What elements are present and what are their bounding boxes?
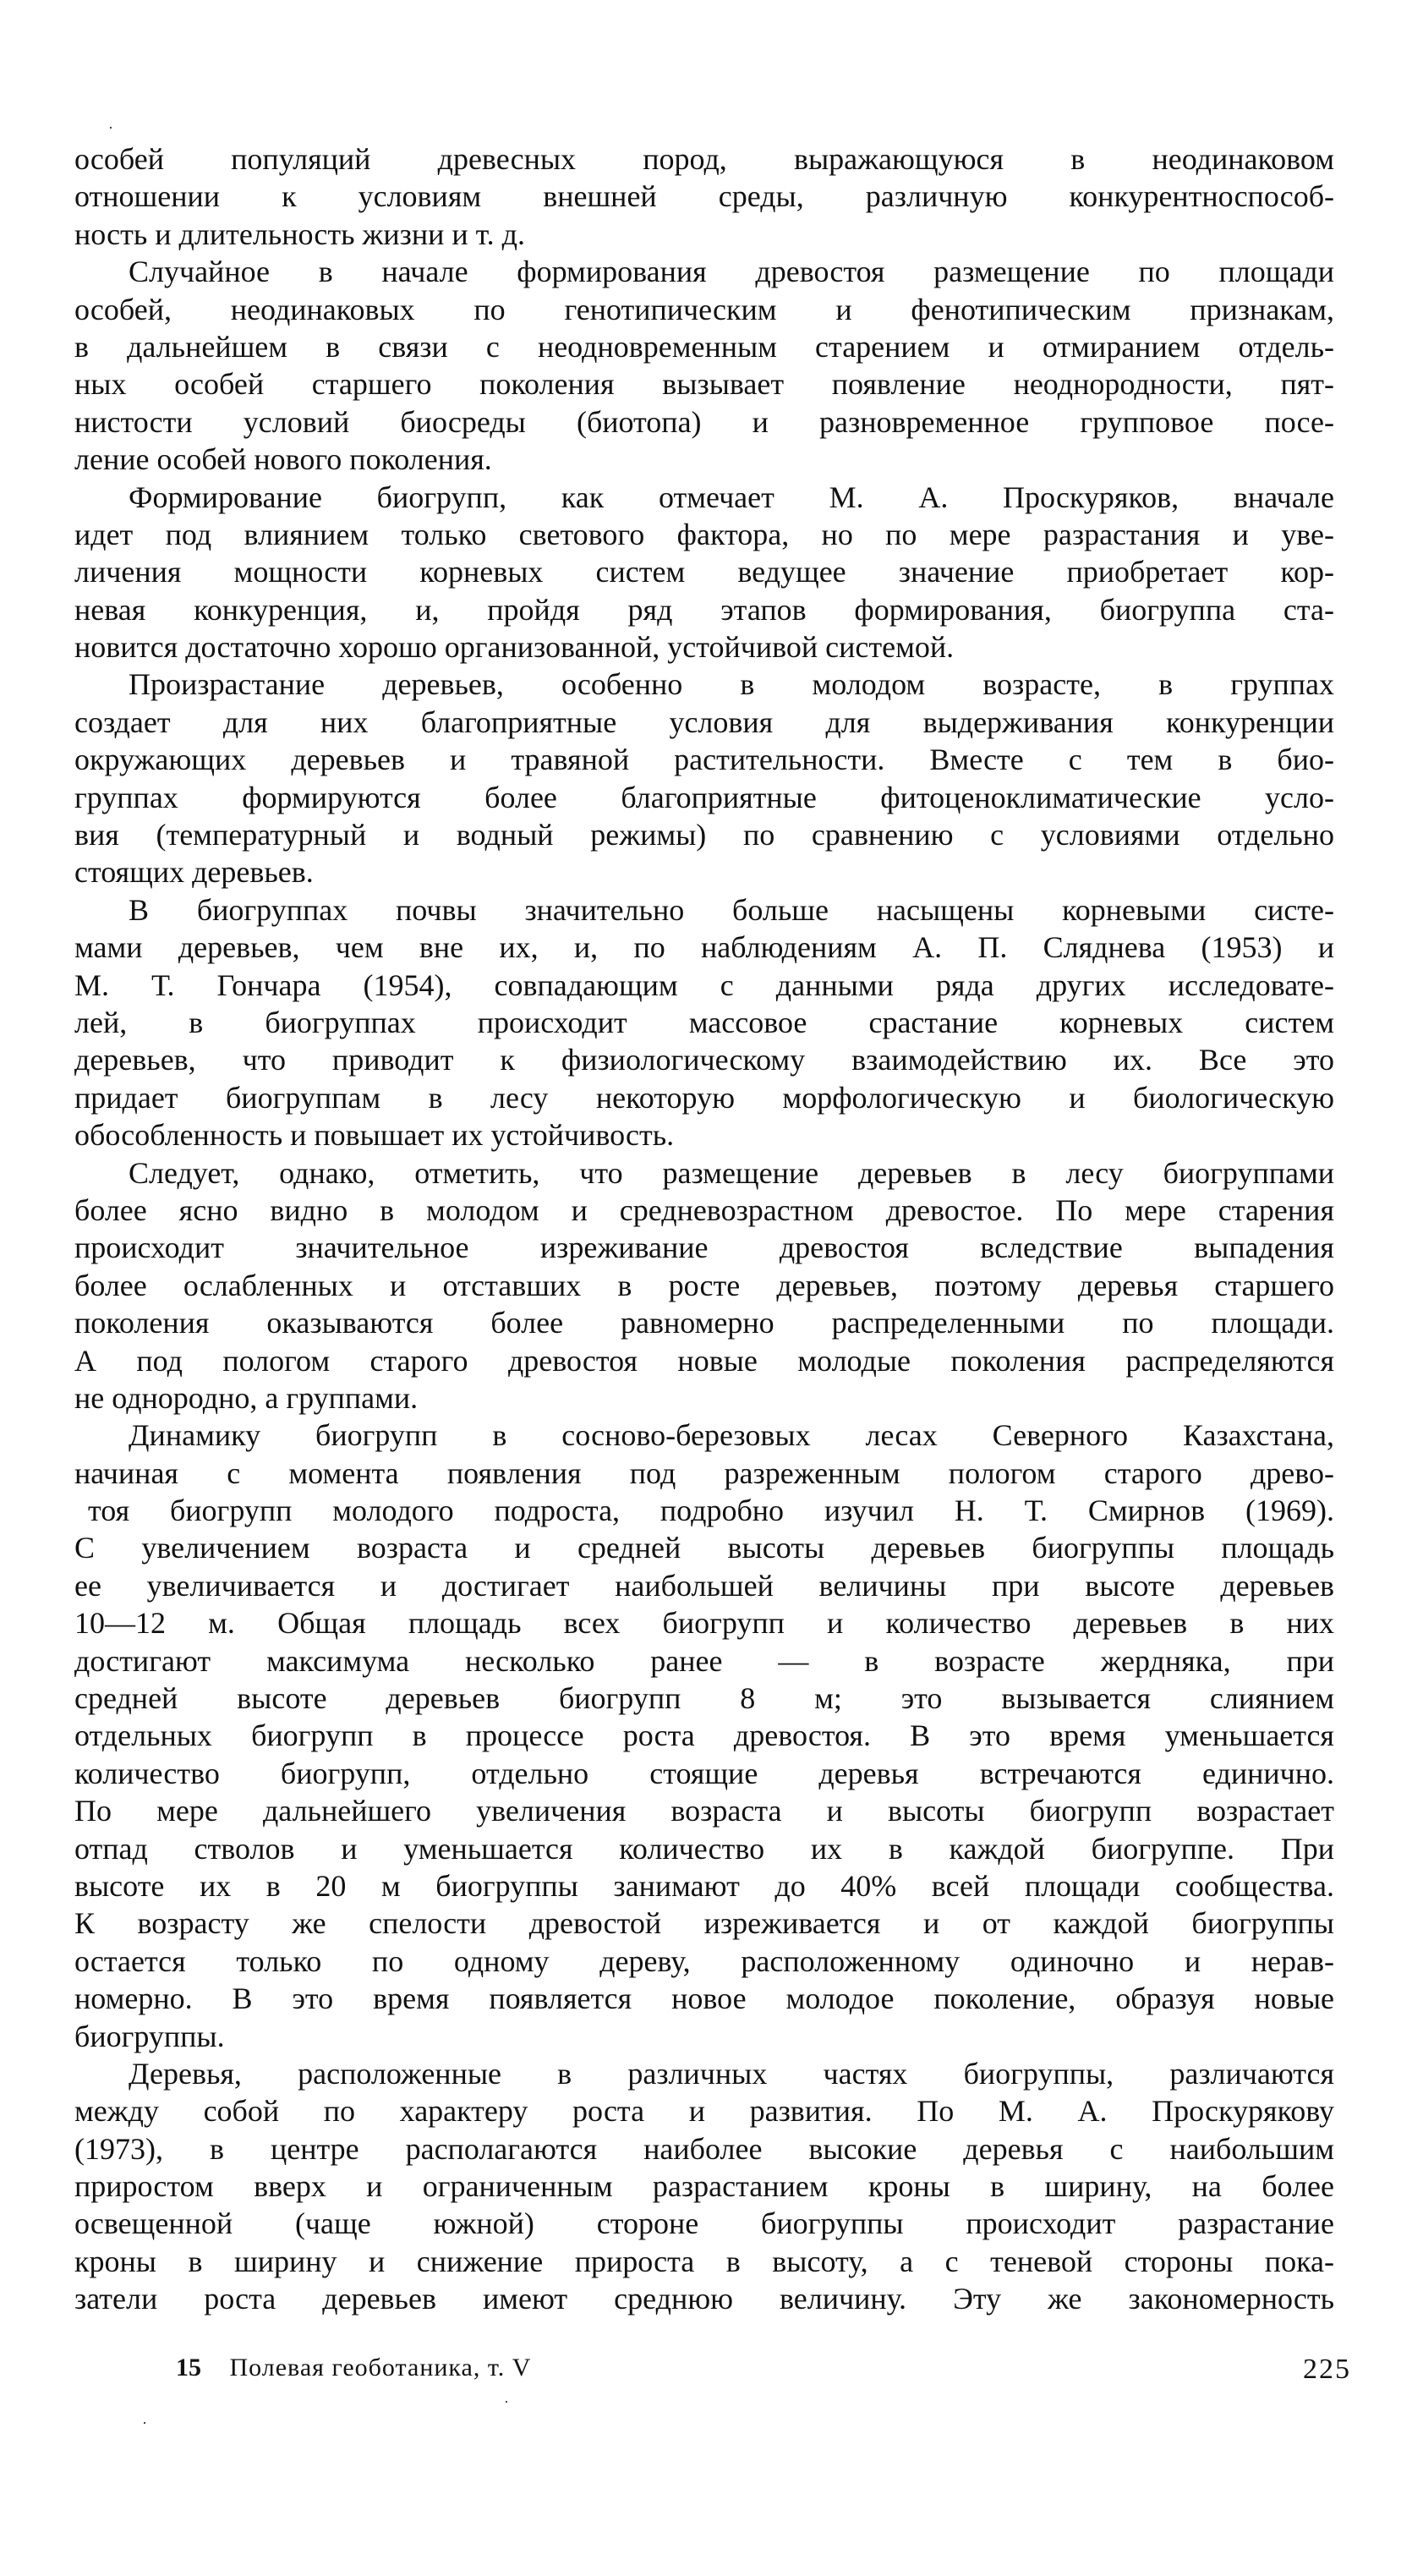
text-line: [74, 2018, 1334, 2055]
text-line: [74, 1229, 1334, 1266]
line-text: В биогруппах почвы значительно больше насыщены корневыми систе-: [129, 892, 1334, 927]
line-text: количество биогрупп, отдельно стоящие деревья встречаются единично.: [74, 1756, 1334, 1790]
line-text: затели роста деревьев имеют среднюю величину. Эту же закономерность: [74, 2282, 1334, 2316]
text-line: [74, 553, 1334, 590]
text-line: [74, 1604, 1334, 1642]
text-line: [74, 816, 1334, 853]
line-text: Деревья, расположенные в различных частях биогруппы, различаются: [129, 2056, 1334, 2091]
text-line: [74, 853, 1334, 891]
text-line: [74, 1455, 1334, 1492]
text-line: [74, 1943, 1334, 1980]
line-text: Динамику биогрупп в сосново-березовых лесах Северного Казахстана,: [129, 1418, 1334, 1453]
line-text: нистости условий биосреды (биотопа) и разновременное групповое посе-: [74, 404, 1334, 439]
line-text: более ослабленных и отставших в росте деревьев, поэтому деревья старшего: [74, 1268, 1334, 1302]
line-text: (1973), в центре располагаются наиболее высокие деревья с наибольшим: [74, 2131, 1334, 2166]
text-line: [74, 967, 1334, 1004]
line-text: отношении к условиям внешней среды, различную конкурентноспособ-: [74, 179, 1334, 214]
line-text: средней высоте деревьев биогрупп 8 м; это вызывается слиянием: [74, 1681, 1334, 1716]
line-text: ление особей нового поколения.: [74, 442, 492, 477]
paragraph-first-line: [74, 2055, 1334, 2092]
page-footer: [176, 2349, 1351, 2387]
text-line: [74, 1980, 1334, 2017]
line-text: ее увеличивается и достигает наибольшей величины при высоте деревьев: [74, 1568, 1334, 1603]
line-text: начиная с момента появления под разреженным пологом старого древо-: [74, 1455, 1334, 1490]
line-text: не однородно, а группами.: [74, 1380, 419, 1415]
text-line: [74, 704, 1334, 741]
text-line: [74, 441, 1334, 478]
text-line: [74, 1529, 1334, 1566]
line-text: новится достаточно хорошо организованной, устойчивой системой.: [74, 630, 955, 665]
text-line: [74, 1755, 1334, 1792]
text-line: [74, 1379, 1334, 1417]
text-line: [74, 1004, 1334, 1041]
line-text: М. Т. Гончара (1954), совпадающим с данными ряда других исследовате-: [74, 967, 1334, 1002]
line-text: личения мощности корневых систем ведущее значение приобретает кор-: [74, 555, 1334, 589]
text-line: [74, 140, 1334, 178]
body-text-column: [74, 140, 1334, 2318]
text-line: [74, 1867, 1334, 1905]
text-line: [74, 2280, 1334, 2317]
text-line: [74, 1830, 1334, 1867]
paragraph-first-line: [74, 1154, 1334, 1192]
line-text: окружающих деревьев и травяной растительности. Вместе с тем в био-: [74, 743, 1334, 777]
line-text: тоя биогрупп молодого подроста, подробно изучил Н. Т. Смирнов (1969).: [88, 1494, 1334, 1528]
text-line: [74, 1492, 1334, 1529]
text-line: [74, 1041, 1334, 1078]
line-text: К возрасту же спелости древостой изреживается и от каждой биогруппы: [74, 1906, 1334, 1941]
line-text: кроны в ширину и снижение прироста в высоту, а с теневой стороны пока-: [74, 2244, 1334, 2278]
line-text: невая конкуренция, и, пройдя ряд этапов формирования, биогруппа ста-: [74, 592, 1334, 627]
line-text: идет под влиянием только светового фактора, но по мере разрастания и уве-: [74, 517, 1334, 551]
line-text: придает биогруппам в лесу некоторую морфологическую и биологическую: [74, 1080, 1334, 1115]
text-line: [74, 1680, 1334, 1717]
line-text: мами деревьев, чем вне их, и, по наблюдениям А. П. Сляднева (1953) и: [74, 930, 1334, 965]
line-text: С увеличением возраста и средней высоты деревьев биогруппы площадь: [74, 1531, 1334, 1565]
page-number: 225: [1303, 2354, 1351, 2385]
text-line: [74, 2243, 1334, 2280]
line-text: 10—12 м. Общая площадь всех биогрупп и количество деревьев в них: [74, 1606, 1334, 1641]
line-text: номерно. В это время появляется новое молодое поколение, образуя новые: [74, 1981, 1334, 2016]
line-text: Формирование биогрупп, как отмечает М. А. Проскуряков, вначале: [129, 480, 1334, 514]
line-text: между собой по характеру роста и развития. По М. А. Проскурякову: [74, 2094, 1334, 2129]
text-line: [74, 1642, 1334, 1680]
text-line: [74, 365, 1334, 403]
text-line: [74, 779, 1334, 816]
text-line: [74, 2205, 1334, 2242]
paragraph-first-line: [74, 891, 1334, 929]
text-line: [74, 1342, 1334, 1379]
text-line: [74, 628, 1334, 666]
line-text: отдельных биогрупп в процессе роста древостоя. В это время уменьшается: [74, 1718, 1334, 1753]
line-text: в дальнейшем в связи с неодновременным старением и отмиранием отдель-: [74, 329, 1334, 364]
paragraph-first-line: [74, 1417, 1334, 1454]
line-text: По мере дальнейшего увеличения возраста и высоты биогрупп возрастает: [74, 1794, 1334, 1828]
line-text: особей, неодинаковых по генотипическим и фенотипическим признакам,: [74, 292, 1334, 326]
text-line: [74, 2168, 1334, 2205]
text-line: [74, 1567, 1334, 1604]
text-line: [74, 1905, 1334, 1942]
text-line: [74, 216, 1334, 253]
line-text: освещенной (чаще южной) стороне биогруппы происходит разрастание: [74, 2206, 1334, 2241]
line-text: деревьев, что приводит к физиологическому взаимодействию их. Все это: [74, 1043, 1334, 1077]
line-text: создает для них благоприятные условия для выдерживания конкуренции: [74, 704, 1334, 739]
text-line: [74, 929, 1334, 966]
line-text: поколения оказываются более равномерно распределенными по площади.: [74, 1306, 1334, 1340]
line-text: лей, в биогруппах происходит массовое срастание корневых систем: [74, 1005, 1334, 1039]
line-text: отпад стволов и уменьшается количество их в каждой биогруппе. При: [74, 1831, 1334, 1866]
signature-mark: 15: [176, 2354, 201, 2381]
line-text: Случайное в начале формирования древостоя размещение по площади: [129, 255, 1334, 289]
text-line: [74, 591, 1334, 628]
paragraph-first-line: [74, 479, 1334, 516]
scan-speck: [144, 2422, 145, 2424]
text-line: [74, 328, 1334, 365]
text-line: [74, 291, 1334, 328]
line-text: стоящих деревьев.: [74, 855, 314, 890]
text-line: [74, 2130, 1334, 2168]
text-line: [74, 1267, 1334, 1304]
line-text: ность и длительность жизни и т. д.: [74, 216, 525, 251]
line-text: ных особей старшего поколения вызывает появление неоднородности, пят-: [74, 367, 1334, 402]
line-text: приростом вверх и ограниченным разрастанием кроны в ширину, на более: [74, 2169, 1334, 2204]
running-title: Полевая геоботаника, т. V: [229, 2354, 532, 2381]
line-text: А под пологом старого древостоя новые молодые поколения распределяются: [74, 1343, 1334, 1378]
line-text: достигают максимума несколько ранее — в возрасте жердняка, при: [74, 1643, 1334, 1678]
text-line: [74, 741, 1334, 778]
scan-speck: [506, 2401, 507, 2403]
text-line: [74, 1192, 1334, 1229]
paragraph-first-line: [74, 253, 1334, 290]
line-text: остается только по одному дереву, расположенному одиночно и нерав-: [74, 1943, 1334, 1978]
scan-speck: [110, 127, 112, 129]
text-line: [74, 2092, 1334, 2129]
text-line: [74, 1717, 1334, 1754]
line-text: происходит значительное изреживание древостоя вследствие выпадения: [74, 1230, 1334, 1265]
text-line: [74, 516, 1334, 553]
text-line: [74, 1079, 1334, 1116]
text-line: [74, 178, 1334, 215]
line-text: обособленность и повышает их устойчивость.: [74, 1118, 675, 1153]
line-text: Произрастание деревьев, особенно в молодом возрасте, в группах: [129, 667, 1334, 702]
line-text: Следует, однако, отметить, что размещение деревьев в лесу биогруппами: [129, 1155, 1334, 1190]
line-text: группах формируются более благоприятные фитоценоклиматические усло-: [74, 780, 1334, 814]
text-line: [74, 403, 1334, 441]
text-line: [74, 1792, 1334, 1829]
line-text: вия (температурный и водный режимы) по сравнению с условиями отдельно: [74, 818, 1334, 852]
line-text: более ясно видно в молодом и средневозрастном древостое. По мере старения: [74, 1192, 1334, 1227]
line-text: биогруппы.: [74, 2019, 225, 2053]
text-line: [74, 1304, 1334, 1341]
paragraph-first-line: [74, 666, 1334, 703]
line-text: особей популяций древесных пород, выражающуюся в неодинаковом: [74, 142, 1334, 176]
text-line: [74, 1116, 1334, 1154]
line-text: высоте их в 20 м биогруппы занимают до 40% всей площади сообщества.: [74, 1868, 1334, 1903]
